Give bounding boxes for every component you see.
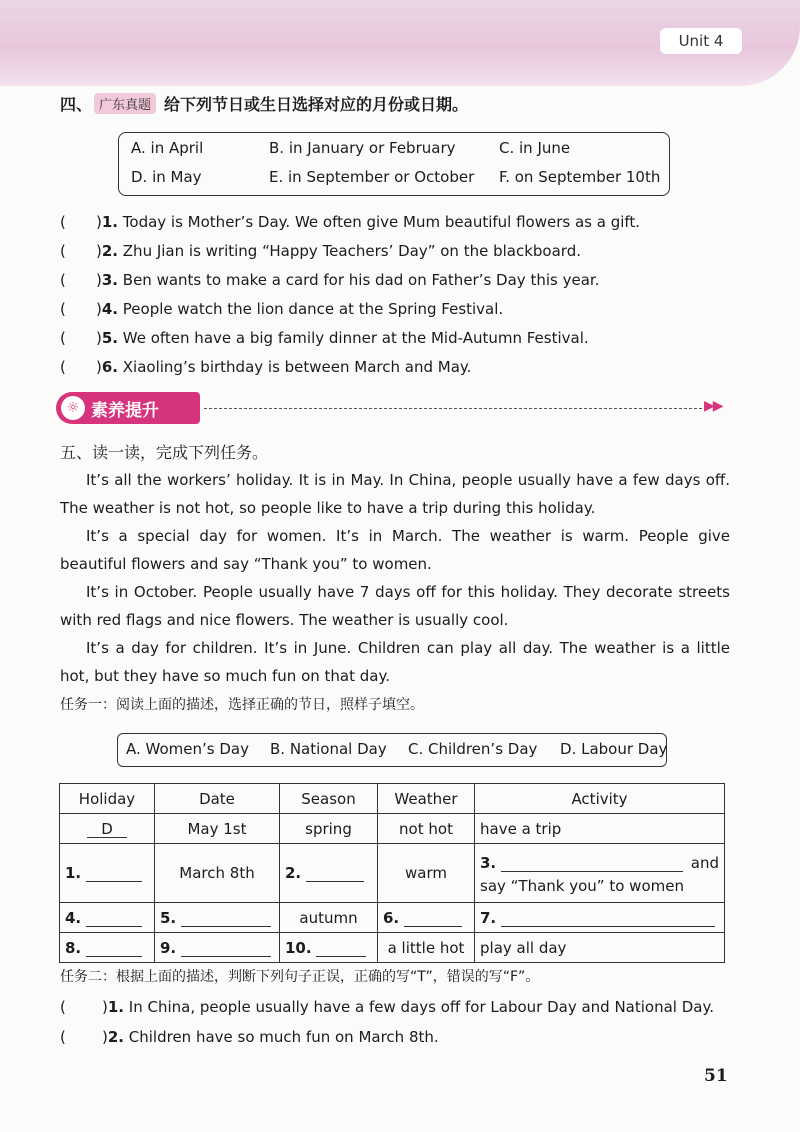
- holiday-option-d: D. Labour Day: [560, 740, 668, 758]
- question-item: ( ) 5. We often have a big family dinner at the Mid-Autumn Festival.: [60, 324, 760, 353]
- answer-blank[interactable]: [80, 208, 96, 237]
- question-item: ( ) 6. Xiaoling’s birthday is between March and May.: [60, 353, 760, 382]
- true-false-list: [60, 992, 714, 1052]
- unit-label: Unit 4: [660, 28, 742, 54]
- question-text: Zhu Jian is writing “Happy Teachers’ Day” on the blackboard.: [122, 242, 581, 260]
- question-item: ( ) 2. Zhu Jian is writing “Happy Teachers’ Day” on the blackboard.: [60, 237, 760, 266]
- answer-blank[interactable]: [501, 912, 715, 927]
- answer-blank[interactable]: [181, 912, 271, 927]
- table-cell: a little hot: [378, 933, 475, 963]
- banner-title: 素养提升: [91, 400, 159, 421]
- holiday-option-c: C. Children’s Day: [408, 740, 538, 758]
- header-cell: Season: [280, 784, 378, 814]
- header-cell: Activity: [475, 784, 725, 814]
- question-text: Today is Mother’s Day. We often give Mum beautiful flowers as a gift.: [122, 213, 641, 231]
- reading-passage: [60, 466, 730, 690]
- question-item: ( ) 3. Ben wants to make a card for his dad on Father’s Day this year.: [60, 266, 760, 295]
- table-cell: 1.: [60, 844, 155, 903]
- table-cell: 5.: [155, 903, 280, 933]
- table-row: [60, 844, 725, 903]
- question-text: Ben wants to make a card for his dad on Father’s Day this year.: [122, 271, 600, 289]
- question-text: We often have a big family dinner at the Mid-Autumn Festival.: [122, 329, 589, 347]
- literacy-banner: [56, 392, 200, 424]
- answer-blank[interactable]: [80, 324, 96, 353]
- passage-paragraph: It’s a special day for women. It’s in March. The weather is warm. People give beautiful flowers and say “Thank you” to women.: [60, 527, 730, 573]
- section4-title: 给下列节日或生日选择对应的月份或日期。: [164, 95, 469, 114]
- holiday-option-b: B. National Day: [270, 740, 387, 758]
- table-cell: autumn: [280, 903, 378, 933]
- option-b: B. in January or February: [269, 139, 456, 157]
- passage-paragraph: It’s a day for children. It’s in June. Children can play all day. The weather is a little hot, but they have so much fun on that day.: [60, 639, 730, 685]
- table-header-row: [60, 784, 725, 814]
- answer-blank[interactable]: [404, 912, 462, 927]
- tf-item: ( ) 1. In China, people usually have a few days off for Labour Day and National Day.: [60, 992, 714, 1022]
- table-cell: May 1st: [155, 814, 280, 844]
- table-cell: March 8th: [155, 844, 280, 903]
- section4-number: 四、: [60, 95, 93, 114]
- question-item: ( ) 1. Today is Mother’s Day. We often give Mum beautiful flowers as a gift.: [60, 208, 760, 237]
- section5-title: 五、读一读，完成下列任务。: [60, 443, 269, 462]
- holiday-options-box: [117, 733, 667, 767]
- table-cell: [60, 814, 155, 844]
- answer-blank[interactable]: [86, 867, 142, 882]
- option-a: A. in April: [131, 139, 204, 157]
- question-text: People watch the lion dance at the Spring Festival.: [122, 300, 504, 318]
- option-c: C. in June: [499, 139, 571, 157]
- table-row: [60, 933, 725, 963]
- table-cell: warm: [378, 844, 475, 903]
- header-cell: Date: [155, 784, 280, 814]
- header-cell: Weather: [378, 784, 475, 814]
- question-text: Xiaoling’s birthday is between March and May.: [122, 358, 472, 376]
- table-row: [60, 814, 725, 844]
- lightbulb-icon: ☼: [61, 396, 85, 420]
- table-cell: 2.: [280, 844, 378, 903]
- passage-paragraph: It’s all the workers’ holiday. It is in May. In China, people usually have a few days off. The weather is not hot, so people like to have a trip during this holiday.: [60, 471, 730, 517]
- answer-blank[interactable]: [80, 295, 96, 324]
- banner-divider: [204, 408, 702, 409]
- table-cell: not hot: [378, 814, 475, 844]
- option-d: D. in May: [131, 168, 202, 186]
- answer-blank[interactable]: [181, 942, 271, 957]
- passage-paragraph: It’s in October. People usually have 7 days off for this holiday. They decorate streets with red flags and nice flowers. The weather is usually cool.: [60, 583, 730, 629]
- answer-blank[interactable]: [80, 992, 102, 1022]
- table-cell: 3. and say “Thank you” to women: [475, 844, 725, 903]
- table-cell: 10.: [280, 933, 378, 963]
- section4-heading: [60, 92, 468, 115]
- tf-item: ( ) 2. Children have so much fun on March 8th.: [60, 1022, 714, 1052]
- table-row: [60, 903, 725, 933]
- source-tag: 广东真题: [94, 93, 156, 114]
- table-cell: spring: [280, 814, 378, 844]
- table-cell: 9.: [155, 933, 280, 963]
- table-cell: 4.: [60, 903, 155, 933]
- answer-blank[interactable]: [306, 867, 364, 882]
- table-cell: 7.: [475, 903, 725, 933]
- sample-answer: D: [87, 821, 127, 838]
- answer-blank[interactable]: [501, 857, 683, 872]
- answer-blank[interactable]: [80, 266, 96, 295]
- answer-blank[interactable]: [80, 1022, 102, 1052]
- table-cell: have a trip: [475, 814, 725, 844]
- question-list: [60, 208, 760, 382]
- task1-title: 任务一：阅读上面的描述，选择正确的节日，照样子填空。: [60, 697, 424, 713]
- double-arrow-icon: ▶▶: [704, 398, 722, 414]
- answer-blank[interactable]: [316, 942, 366, 957]
- page-number: 51: [704, 1066, 728, 1086]
- header-cell: Holiday: [60, 784, 155, 814]
- option-e: E. in September or October: [269, 168, 475, 186]
- holiday-table: [59, 783, 725, 963]
- options-box: [118, 132, 670, 196]
- tf-text: In China, people usually have a few days off for Labour Day and National Day.: [128, 998, 714, 1016]
- answer-blank[interactable]: [86, 912, 142, 927]
- table-cell: 6.: [378, 903, 475, 933]
- question-item: ( ) 4. People watch the lion dance at the Spring Festival.: [60, 295, 760, 324]
- answer-blank[interactable]: [86, 942, 142, 957]
- answer-blank[interactable]: [80, 353, 96, 382]
- tf-text: Children have so much fun on March 8th.: [128, 1028, 439, 1046]
- option-f: F. on September 10th: [499, 168, 661, 186]
- holiday-option-a: A. Women’s Day: [126, 740, 249, 758]
- task2-title: 任务二：根据上面的描述，判断下列句子正误，正确的写“T”，错误的写“F”。: [60, 969, 540, 985]
- table-cell: 8.: [60, 933, 155, 963]
- table-cell: play all day: [475, 933, 725, 963]
- answer-blank[interactable]: [80, 237, 96, 266]
